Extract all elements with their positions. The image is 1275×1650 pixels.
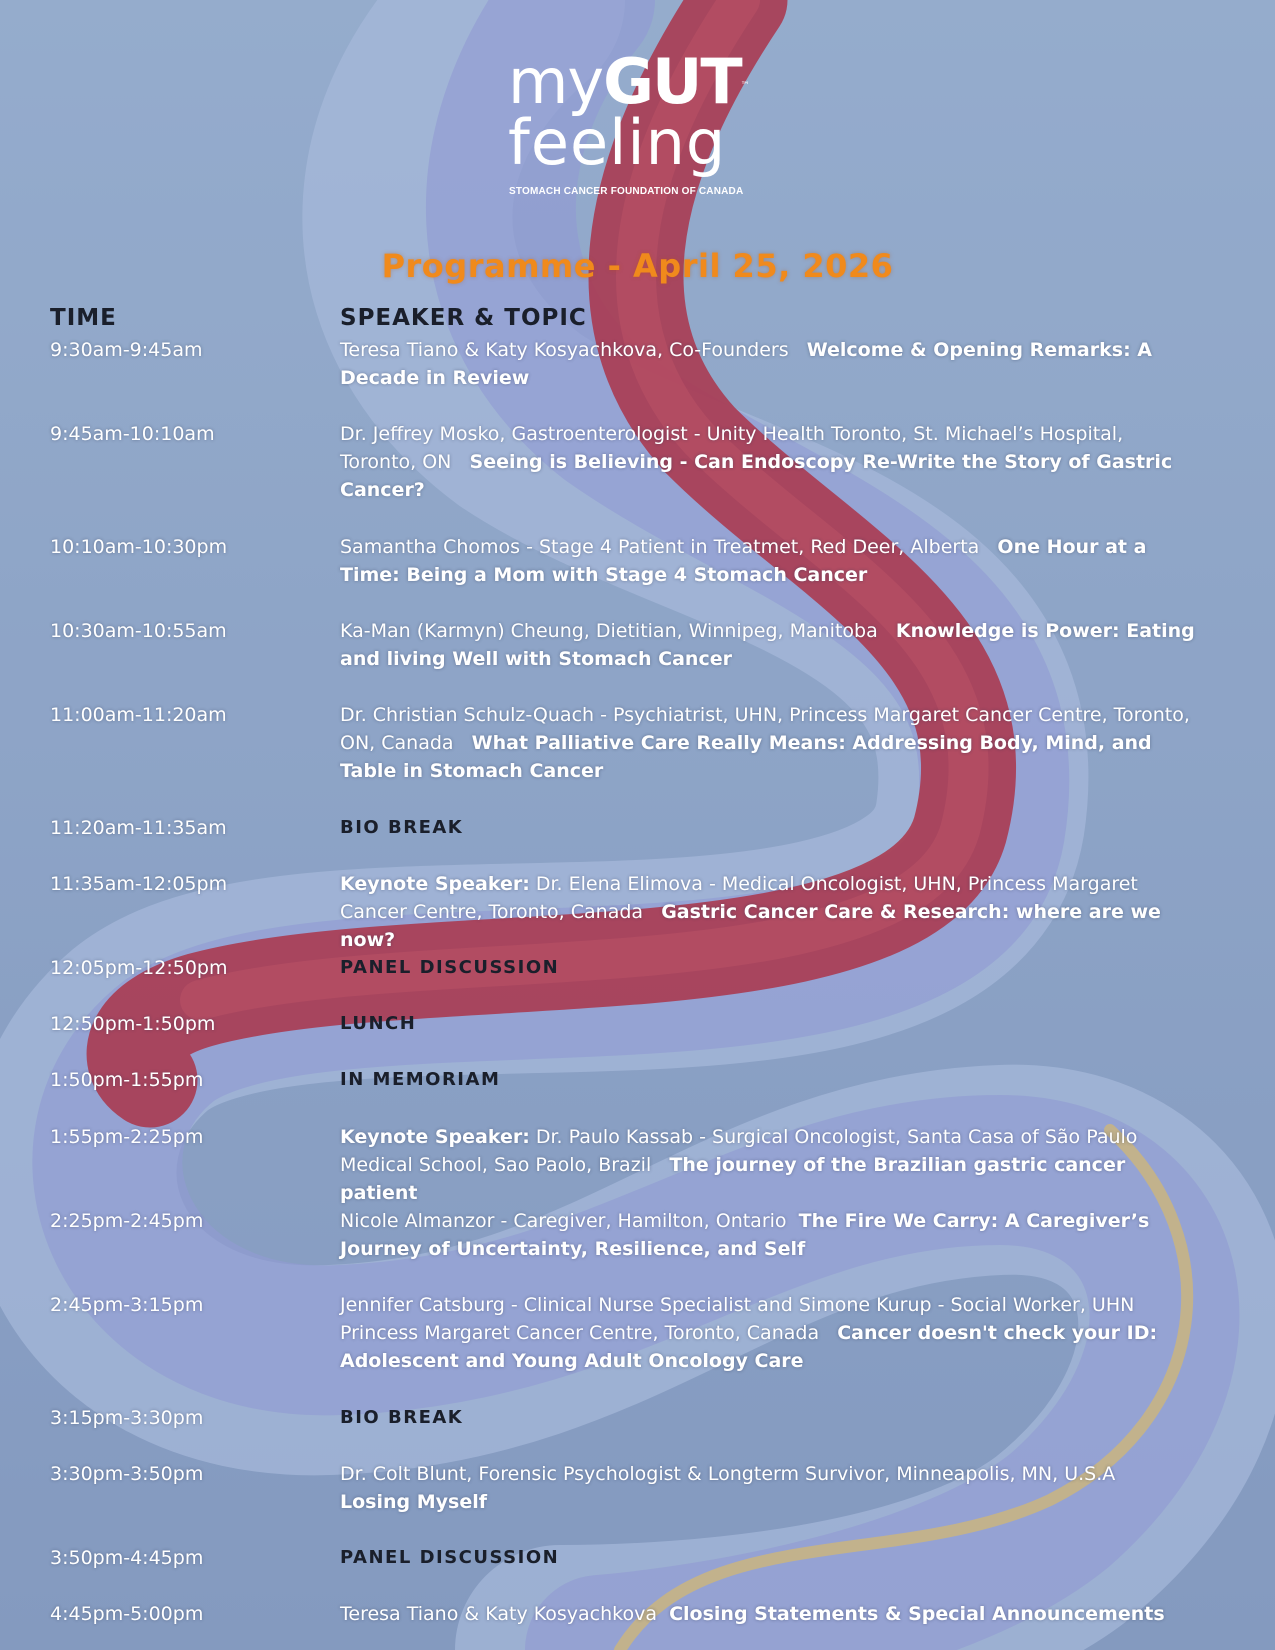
session-details <box>340 617 1205 673</box>
session-time: 11:35am-12:05pm <box>50 873 228 895</box>
talk-title: Knowledge is Power: Eating and living Well with Stomach Cancer <box>340 620 1195 670</box>
keynote-label: Keynote Speaker: <box>340 1126 530 1148</box>
session-details <box>340 420 1205 504</box>
logo-subtitle: STOMACH CANCER FOUNDATION OF CANADA <box>509 186 744 197</box>
session-details <box>340 1207 1205 1263</box>
session-time: 9:45am-10:10am <box>50 423 215 445</box>
talk-title: Seeing is Believing - Can Endoscopy Re-Write the Story of Gastric Cancer? <box>340 451 1173 501</box>
session-details <box>340 701 1205 785</box>
logo-my: my <box>508 45 604 118</box>
speaker-text: Nicole Almanzor - Caregiver, Hamilton, Ontario <box>340 1210 787 1232</box>
session-time: 1:55pm-2:25pm <box>50 1126 204 1148</box>
session-time: 3:30pm-3:50pm <box>50 1463 204 1485</box>
talk-title: Closing Statements & Special Announcements <box>669 1603 1165 1625</box>
session-time: 12:50pm-1:50pm <box>50 1013 216 1035</box>
session-break-label: LUNCH <box>340 1013 417 1034</box>
session-details <box>340 336 1205 392</box>
session-time: 11:20am-11:35am <box>50 817 227 839</box>
speaker-text: Dr. Paulo Kassab - Surgical Oncologist, Santa Casa of São Paulo Medical School, Sao Paolo, Brazil <box>340 1126 1138 1176</box>
session-time: 2:25pm-2:45pm <box>50 1210 204 1232</box>
logo-feeling: feeling <box>508 106 727 179</box>
talk-title: The journey of the Brazilian gastric cancer patient <box>340 1154 1126 1204</box>
time-column-header: TIME <box>50 305 117 331</box>
session-details <box>340 1123 1205 1207</box>
talk-title: Welcome & Opening Remarks: A Decade in Review <box>340 339 1152 389</box>
topic-column-header: SPEAKER & TOPIC <box>340 305 587 331</box>
speaker-text: Ka-Man (Karmyn) Cheung, Dietitian, Winnipeg, Manitoba <box>340 620 878 642</box>
speaker-text: Teresa Tiano & Katy Kosyachkova <box>340 1603 657 1625</box>
speaker-text: Dr. Elena Elimova - Medical Oncologist, UHN, Princess Margaret Cancer Centre, Toronto, Canada <box>340 873 1138 923</box>
keynote-label: Keynote Speaker: <box>340 873 530 895</box>
session-time: 11:00am-11:20am <box>50 704 227 726</box>
session-time: 12:05pm-12:50pm <box>50 957 228 979</box>
session-details <box>340 1600 1205 1628</box>
session-break-label: PANEL DISCUSSION <box>340 957 560 978</box>
speaker-text: Dr. Jeffrey Mosko, Gastroenterologist - Unity Health Toronto, St. Michael’s Hospital, Toronto, ON <box>340 423 1124 473</box>
session-time: 3:50pm-4:45pm <box>50 1547 204 1569</box>
talk-title: The Fire We Carry: A Caregiver’s Journey of Uncertainty, Resilience, and Self <box>340 1210 1150 1260</box>
speaker-text: Dr. Christian Schulz-Quach - Psychiatrist, UHN, Princess Margaret Cancer Centre, Toronto, ON, Canada <box>340 704 1190 754</box>
programme-title: Programme - April 25, 2026 <box>381 247 894 285</box>
talk-title: Losing Myself <box>340 1491 487 1513</box>
session-details <box>340 533 1205 589</box>
session-break-label: BIO BREAK <box>340 817 464 838</box>
session-details <box>340 1291 1205 1375</box>
session-break-label: IN MEMORIAM <box>340 1069 501 1090</box>
logo-trademark: ™ <box>740 81 749 91</box>
talk-title: Cancer doesn't check your ID: Adolescent and Young Adult Oncology Care <box>340 1322 1158 1372</box>
session-break-label: PANEL DISCUSSION <box>340 1547 560 1568</box>
session-time: 10:10am-10:30pm <box>50 536 228 558</box>
session-details <box>340 1460 1205 1516</box>
talk-title: What Palliative Care Really Means: Addressing Body, Mind, and Table in Stomach Cancer <box>340 732 1152 782</box>
talk-title: Gastric Cancer Care & Research: where are we now? <box>340 901 1161 951</box>
session-time: 1:50pm-1:55pm <box>50 1069 204 1091</box>
session-break-label: BIO BREAK <box>340 1407 464 1428</box>
logo-wordmark-top <box>508 45 768 118</box>
speaker-text: Jennifer Catsburg - Clinical Nurse Specialist and Simone Kurup - Social Worker, UHN Princess Margaret Cancer Centre, Toronto, Canada <box>340 1294 1135 1344</box>
talk-title: One Hour at a Time: Being a Mom with Stage 4 Stomach Cancer <box>340 536 1147 586</box>
session-time: 3:15pm-3:30pm <box>50 1407 204 1429</box>
logo-gut: GUT <box>603 45 741 118</box>
speaker-text: Dr. Colt Blunt, Forensic Psychologist & Longterm Survivor, Minneapolis, MN, U.S.A <box>340 1463 1116 1485</box>
session-time: 9:30am-9:45am <box>50 339 203 361</box>
session-time: 10:30am-10:55am <box>50 620 227 642</box>
mygutfeeling-logo <box>508 45 768 197</box>
session-time: 2:45pm-3:15pm <box>50 1294 204 1316</box>
session-time: 4:45pm-5:00pm <box>50 1603 204 1625</box>
speaker-text: Samantha Chomos - Stage 4 Patient in Treatmet, Red Deer, Alberta <box>340 536 980 558</box>
speaker-text: Teresa Tiano & Katy Kosyachkova, Co-Founders <box>340 339 789 361</box>
session-details <box>340 870 1205 954</box>
